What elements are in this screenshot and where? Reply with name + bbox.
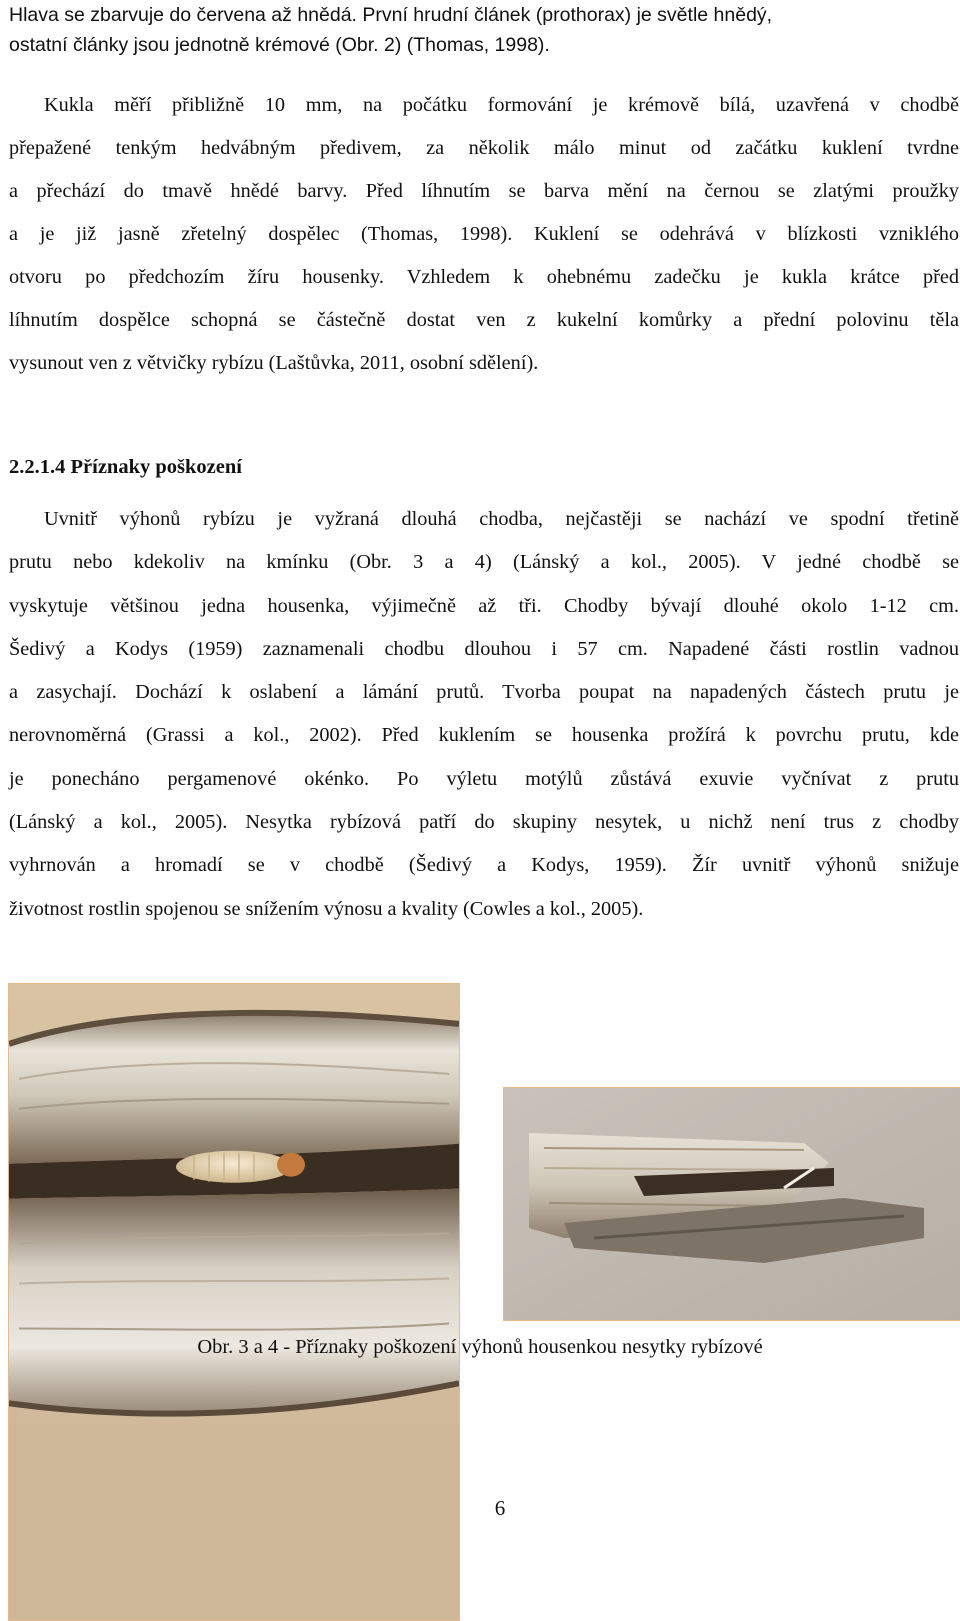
- text-line: a je již jasně zřetelný dospělec (Thomas, 1998). Kuklení se odehrává v blízkosti vzniklého: [9, 223, 959, 245]
- text-line: Uvnitř výhonů rybízu je vyžraná dlouhá chodba, nejčastěji se nachází ve spodní třetině: [44, 508, 959, 530]
- text-line: a přechází do tmavě hnědé barvy. Před líhnutím se barva mění na černou se zlatými proužky: [9, 180, 959, 202]
- damage-paragraph: [9, 498, 959, 931]
- text-line: nerovnoměrná (Grassi a kol., 2002). Před kuklením se housenka prožírá k povrchu prutu, kde: [9, 724, 959, 747]
- text-line: Šedivý a Kodys (1959) zaznamenali chodbu dlouhou i 57 cm. Napadené části rostlin vadnou: [9, 637, 959, 660]
- text-line: otvoru po předchozím žíru housenky. Vzhledem k ohebnému zadečku je kukla krátce před: [9, 266, 959, 288]
- text-line: životnost rostlin spojenou se snížením výnosu a kvality (Cowles a kol., 2005).: [9, 897, 644, 920]
- text-line: je ponecháno pergamenové okénko. Po výletu motýlů zůstává exuvie vyčnívat z prutu: [9, 767, 959, 790]
- text-line: (Lánský a kol., 2005). Nesytka rybízová patří do skupiny nesytek, u nichž není trus z chodby: [9, 811, 959, 834]
- text-line: ostatní články jsou jednotně krémové (Obr. 2) (Thomas, 1998).: [9, 34, 550, 56]
- pupa-paragraph: [9, 84, 959, 385]
- text-line: vyhrnován a hromadí se v chodbě (Šedivý a Kodys, 1959). Žír uvnitř výhonů snižuje: [9, 854, 959, 877]
- intro-paragraph: [9, 0, 959, 60]
- text-line: prutu nebo kdekoliv na kmínku (Obr. 3 a 4) (Lánský a kol., 2005). V jedné chodbě se: [9, 551, 959, 574]
- figure-caption: Obr. 3 a 4 - Příznaky poškození výhonů housenkou nesytky rybízové: [197, 1336, 763, 1358]
- section-heading: 2.2.1.4 Příznaky poškození: [9, 456, 242, 478]
- text-line: přepažené tenkým hedvábným předivem, za několik málo minut od začátku kuklení tvrdne: [9, 137, 959, 159]
- page-number: 6: [494, 1496, 506, 1520]
- photo-split-stem: [503, 1087, 960, 1321]
- text-line: Kukla měří přibližně 10 mm, na počátku formování je krémově bílá, uzavřená v chodbě: [44, 94, 959, 116]
- text-line: vysunout ven z větvičky rybízu (Laštůvka, 2011, osobní sdělení).: [9, 352, 539, 374]
- text-line: vyskytuje většinou jedna housenka, výjimečně až tři. Chodby bývají dlouhé okolo 1-12 cm.: [9, 594, 959, 617]
- photo-split-shoot-larva: [8, 983, 460, 1621]
- text-line: Hlava se zbarvuje do červena až hnědá. První hrudní článek (prothorax) je světle hnědý,: [9, 4, 773, 26]
- text-line: líhnutím dospělce schopná se částečně dostat ven z kukelní komůrky a přední polovinu těla: [9, 309, 959, 331]
- text-line: a zasychají. Dochází k oslabení a lámání prutů. Tvorba poupat na napadených částech prutu je: [9, 681, 959, 704]
